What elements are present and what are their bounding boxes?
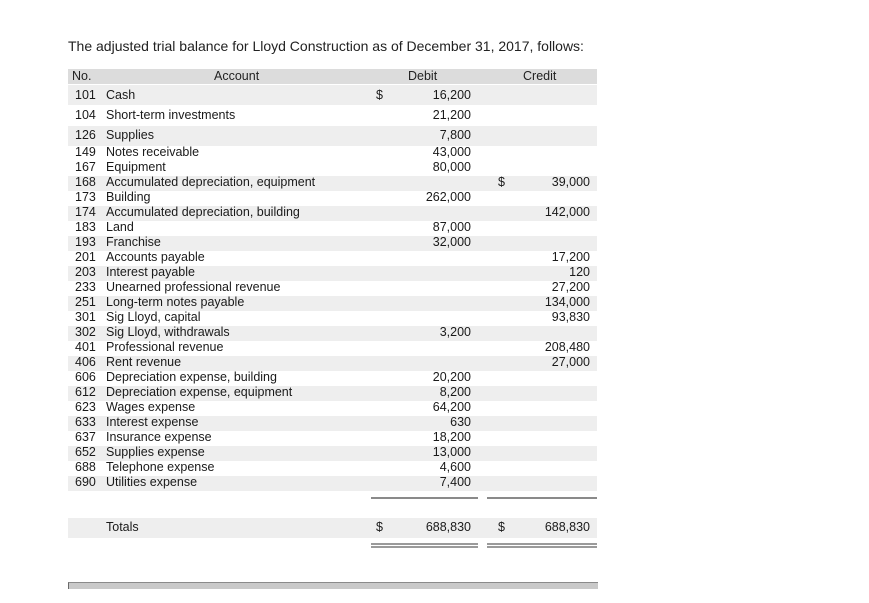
table-row <box>68 220 597 235</box>
account-number: 633 <box>75 415 96 429</box>
credit-amount: 39,000 <box>551 175 590 189</box>
table-row <box>68 265 597 280</box>
account-number: 612 <box>75 385 96 399</box>
account-number: 183 <box>75 220 96 234</box>
credit-dollar-sign: $ <box>498 175 505 189</box>
table-row <box>68 385 597 400</box>
account-name: Equipment <box>106 160 166 174</box>
table-row <box>68 355 597 370</box>
totals-row <box>68 520 597 535</box>
account-number: 173 <box>75 190 96 204</box>
account-name: Professional revenue <box>106 340 224 354</box>
totals-debit: 688,830 <box>425 520 471 534</box>
account-name: Accounts payable <box>106 250 205 264</box>
account-number: 652 <box>75 445 96 459</box>
table-row <box>68 175 597 190</box>
table-row <box>68 250 597 265</box>
table-row <box>68 325 597 340</box>
account-name: Land <box>106 220 134 234</box>
debit-amount: 7,800 <box>439 128 471 142</box>
account-number: 203 <box>75 265 96 279</box>
account-name: Utilities expense <box>106 475 198 489</box>
table-row <box>68 475 597 490</box>
account-number: 101 <box>75 88 96 102</box>
table-row <box>68 88 597 103</box>
debit-amount: 16,200 <box>432 88 471 102</box>
account-number: 168 <box>75 175 96 189</box>
debit-amount: 87,000 <box>432 220 471 234</box>
table-row <box>68 190 597 205</box>
totals-credit: 688,830 <box>544 520 590 534</box>
table-row <box>68 280 597 295</box>
account-name: Franchise <box>106 235 161 249</box>
debit-amount: 21,200 <box>432 108 471 122</box>
footer-divider <box>68 582 598 589</box>
account-number: 401 <box>75 340 96 354</box>
account-name: Building <box>106 190 151 204</box>
account-name: Accumulated depreciation, equipment <box>106 175 316 189</box>
account-name: Cash <box>106 88 136 102</box>
debit-amount: 43,000 <box>432 145 471 159</box>
debit-dollar-sign: $ <box>376 88 383 102</box>
account-number: 623 <box>75 400 96 414</box>
credit-amount: 134,000 <box>544 295 590 309</box>
credit-amount: 17,200 <box>551 250 590 264</box>
account-name: Sig Lloyd, withdrawals <box>106 325 230 339</box>
table-row <box>68 295 597 310</box>
account-name: Depreciation expense, building <box>106 370 277 384</box>
account-name: Telephone expense <box>106 460 215 474</box>
account-number: 302 <box>75 325 96 339</box>
table-row <box>68 370 597 385</box>
account-name: Rent revenue <box>106 355 182 369</box>
account-number: 301 <box>75 310 96 324</box>
debit-double-rule <box>371 543 478 548</box>
account-name: Notes receivable <box>106 145 200 159</box>
table-header <box>68 69 597 84</box>
credit-amount: 27,000 <box>551 355 590 369</box>
credit-total-rule <box>487 497 597 499</box>
table-row <box>68 460 597 475</box>
table-row <box>68 205 597 220</box>
debit-amount: 630 <box>450 415 471 429</box>
debit-amount: 262,000 <box>425 190 471 204</box>
debit-amount: 20,200 <box>432 370 471 384</box>
account-name: Accumulated depreciation, building <box>106 205 300 219</box>
table-row <box>68 340 597 355</box>
account-name: Supplies <box>106 128 154 142</box>
account-name: Interest expense <box>106 415 199 429</box>
table-row <box>68 400 597 415</box>
header-no: No. <box>72 69 92 83</box>
debit-amount: 4,600 <box>439 460 471 474</box>
account-number: 201 <box>75 250 96 264</box>
account-number: 251 <box>75 295 96 309</box>
account-name: Interest payable <box>106 265 195 279</box>
credit-amount: 27,200 <box>551 280 590 294</box>
debit-amount: 64,200 <box>432 400 471 414</box>
account-name: Supplies expense <box>106 445 205 459</box>
table-row <box>68 430 597 445</box>
account-name: Long-term notes payable <box>106 295 245 309</box>
table-row <box>68 160 597 175</box>
account-number: 167 <box>75 160 96 174</box>
table-row <box>68 128 597 143</box>
credit-amount: 208,480 <box>544 340 590 354</box>
account-number: 606 <box>75 370 96 384</box>
account-name: Depreciation expense, equipment <box>106 385 293 399</box>
account-number: 126 <box>75 128 96 142</box>
account-number: 193 <box>75 235 96 249</box>
account-number: 637 <box>75 430 96 444</box>
table-row <box>68 415 597 430</box>
account-number: 233 <box>75 280 96 294</box>
account-name: Sig Lloyd, capital <box>106 310 201 324</box>
credit-amount: 142,000 <box>544 205 590 219</box>
debit-total-rule <box>371 497 478 499</box>
debit-amount: 32,000 <box>432 235 471 249</box>
account-name: Insurance expense <box>106 430 212 444</box>
debit-amount: 7,400 <box>439 475 471 489</box>
account-number: 406 <box>75 355 96 369</box>
header-debit: Debit <box>408 69 438 83</box>
debit-amount: 80,000 <box>432 160 471 174</box>
header-credit: Credit <box>523 69 557 83</box>
account-number: 688 <box>75 460 96 474</box>
intro-text: The adjusted trial balance for Lloyd Construction as of December 31, 2017, follows: <box>68 38 584 54</box>
table-row <box>68 310 597 325</box>
table-row <box>68 145 597 160</box>
account-name: Wages expense <box>106 400 196 414</box>
table-row <box>68 108 597 123</box>
table-row <box>68 235 597 250</box>
totals-credit-dollar: $ <box>498 520 505 534</box>
account-name: Unearned professional revenue <box>106 280 281 294</box>
table-row <box>68 445 597 460</box>
totals-label: Totals <box>106 520 139 534</box>
account-number: 174 <box>75 205 96 219</box>
account-number: 104 <box>75 108 96 122</box>
account-name: Short-term investments <box>106 108 236 122</box>
debit-amount: 8,200 <box>439 385 471 399</box>
credit-double-rule <box>487 543 597 548</box>
account-number: 149 <box>75 145 96 159</box>
totals-debit-dollar: $ <box>376 520 383 534</box>
debit-amount: 3,200 <box>439 325 471 339</box>
debit-amount: 13,000 <box>432 445 471 459</box>
debit-amount: 18,200 <box>432 430 471 444</box>
account-number: 690 <box>75 475 96 489</box>
credit-amount: 120 <box>569 265 590 279</box>
header-account: Account <box>214 69 260 83</box>
credit-amount: 93,830 <box>551 310 590 324</box>
